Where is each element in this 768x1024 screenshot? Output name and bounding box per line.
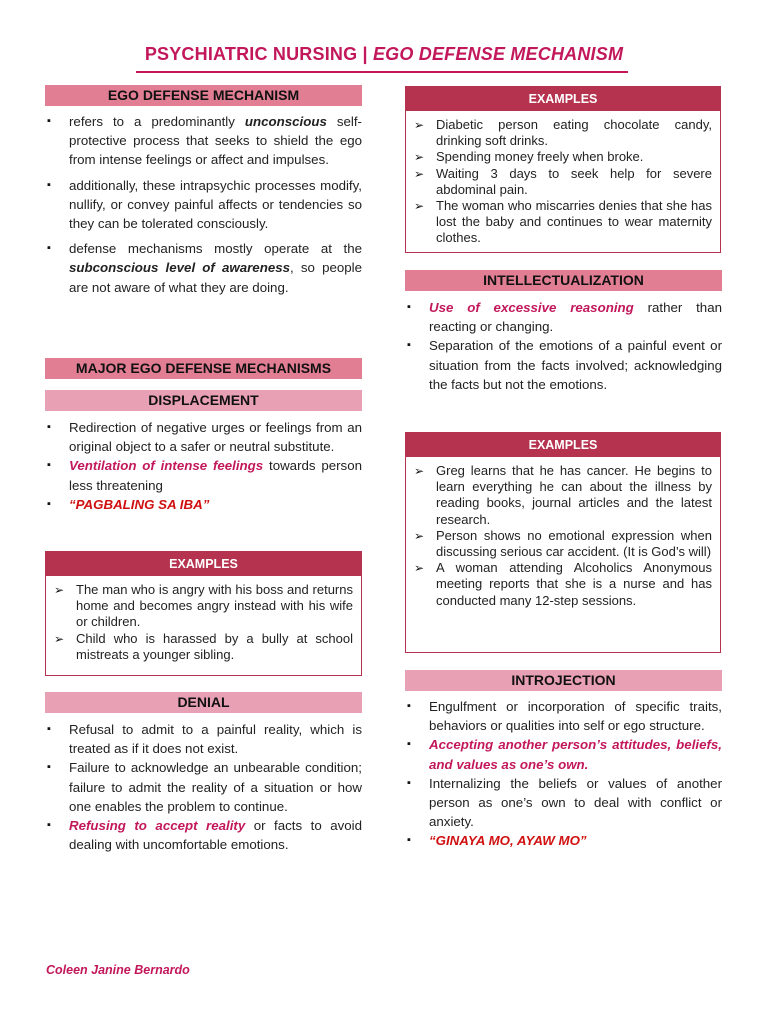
displacement-list bbox=[45, 418, 362, 514]
examples-header: EXAMPLES bbox=[406, 433, 720, 457]
title-sub: EGO DEFENSE MECHANISM bbox=[372, 44, 624, 64]
displacement-examples-box bbox=[45, 551, 362, 676]
list-item: ➢ Waiting 3 days to seek help for severe abdominal pain. bbox=[414, 166, 712, 198]
list-item: ▪ Engulfment or incorporation of specific traits, behaviors or qualities into self or ego structure. bbox=[405, 697, 722, 735]
intellectualization-list bbox=[405, 298, 722, 394]
list-item: ▪ refers to a predominantly unconscious self-protective process that seeks to shield the ego from intense feelings or affect and impulses. bbox=[45, 112, 362, 170]
displacement-header: DISPLACEMENT bbox=[45, 390, 362, 411]
ego-defense-header: EGO DEFENSE MECHANISM bbox=[45, 85, 362, 106]
list-item: ▪ Accepting another person’s attitudes, beliefs, and values as one’s own. bbox=[405, 735, 722, 773]
examples-list bbox=[46, 576, 361, 667]
list-item: ➢ Greg learns that he has cancer. He begins to learn everything he can about the illness by reading books, journal articles and the latest research. bbox=[414, 463, 712, 528]
intellectualization-examples-box bbox=[405, 432, 721, 653]
denial-header: DENIAL bbox=[45, 692, 362, 713]
introjection-header: INTROJECTION bbox=[405, 670, 722, 691]
list-item: ▪ “GINAYA MO, AYAW MO” bbox=[405, 831, 722, 850]
list-item: ▪ Internalizing the beliefs or values of another person as one’s own to deal with conflict or anxiety. bbox=[405, 774, 722, 832]
list-item: ➢ Child who is harassed by a bully at school mistreats a younger sibling. bbox=[54, 631, 353, 663]
list-item: ▪ Failure to acknowledge an unbearable condition; failure to admit the reality of a situation or how one enables the problem to continue. bbox=[45, 758, 362, 816]
examples-header: EXAMPLES bbox=[46, 552, 361, 576]
list-item: ➢ Spending money freely when broke. bbox=[414, 149, 712, 165]
title-rule bbox=[136, 71, 628, 73]
list-item: ➢ Person shows no emotional expression when discussing serious car accident. (It is God’s will) bbox=[414, 528, 712, 560]
page-title bbox=[0, 44, 768, 65]
list-item: ▪ Redirection of negative urges or feelings from an original object to a safer or neutral substitute. bbox=[45, 418, 362, 456]
list-item: ▪ Use of excessive reasoning rather than reacting or changing. bbox=[405, 298, 722, 336]
list-item: ▪ “PAGBALING SA IBA” bbox=[45, 495, 362, 514]
ego-defense-list bbox=[45, 112, 362, 297]
introjection-list bbox=[405, 697, 722, 851]
list-item: ▪ Ventilation of intense feelings towards person less threatening bbox=[45, 456, 362, 494]
list-item: ➢ The man who is angry with his boss and returns home and becomes angry instead with his wife or children. bbox=[54, 582, 353, 631]
list-item: ▪ defense mechanisms mostly operate at the subconscious level of awareness, so people are not aware of what they are doing. bbox=[45, 239, 362, 297]
examples-list bbox=[406, 457, 720, 613]
list-item: ▪ Separation of the emotions of a painful event or situation from the facts involved; acknowledging the facts but not the emotions. bbox=[405, 336, 722, 394]
examples-list bbox=[406, 111, 720, 251]
denial-examples-box bbox=[405, 86, 721, 253]
list-item: ▪ additionally, these intrapsychic processes modify, nullify, or convey painful affects or tendencies so they can be tolerated consciously. bbox=[45, 176, 362, 234]
major-mechanisms-header: MAJOR EGO DEFENSE MECHANISMS bbox=[45, 358, 362, 379]
denial-list bbox=[45, 720, 362, 854]
list-item: ➢ Diabetic person eating chocolate candy, drinking soft drinks. bbox=[414, 117, 712, 149]
list-item: ▪ Refusal to admit to a painful reality, which is treated as if it does not exist. bbox=[45, 720, 362, 758]
author-name: Coleen Janine Bernardo bbox=[46, 963, 190, 977]
list-item: ➢ The woman who miscarries denies that she has lost the baby and continues to wear maternity clothes. bbox=[414, 198, 712, 247]
title-main: PSYCHIATRIC NURSING | bbox=[144, 44, 373, 64]
list-item: ➢ A woman attending Alcoholics Anonymous meeting reports that she is a nurse and has conducted many 12-step sessions. bbox=[414, 560, 712, 609]
examples-header: EXAMPLES bbox=[406, 87, 720, 111]
intellectualization-header: INTELLECTUALIZATION bbox=[405, 270, 722, 291]
list-item: ▪ Refusing to accept reality or facts to avoid dealing with uncomfortable emotions. bbox=[45, 816, 362, 854]
